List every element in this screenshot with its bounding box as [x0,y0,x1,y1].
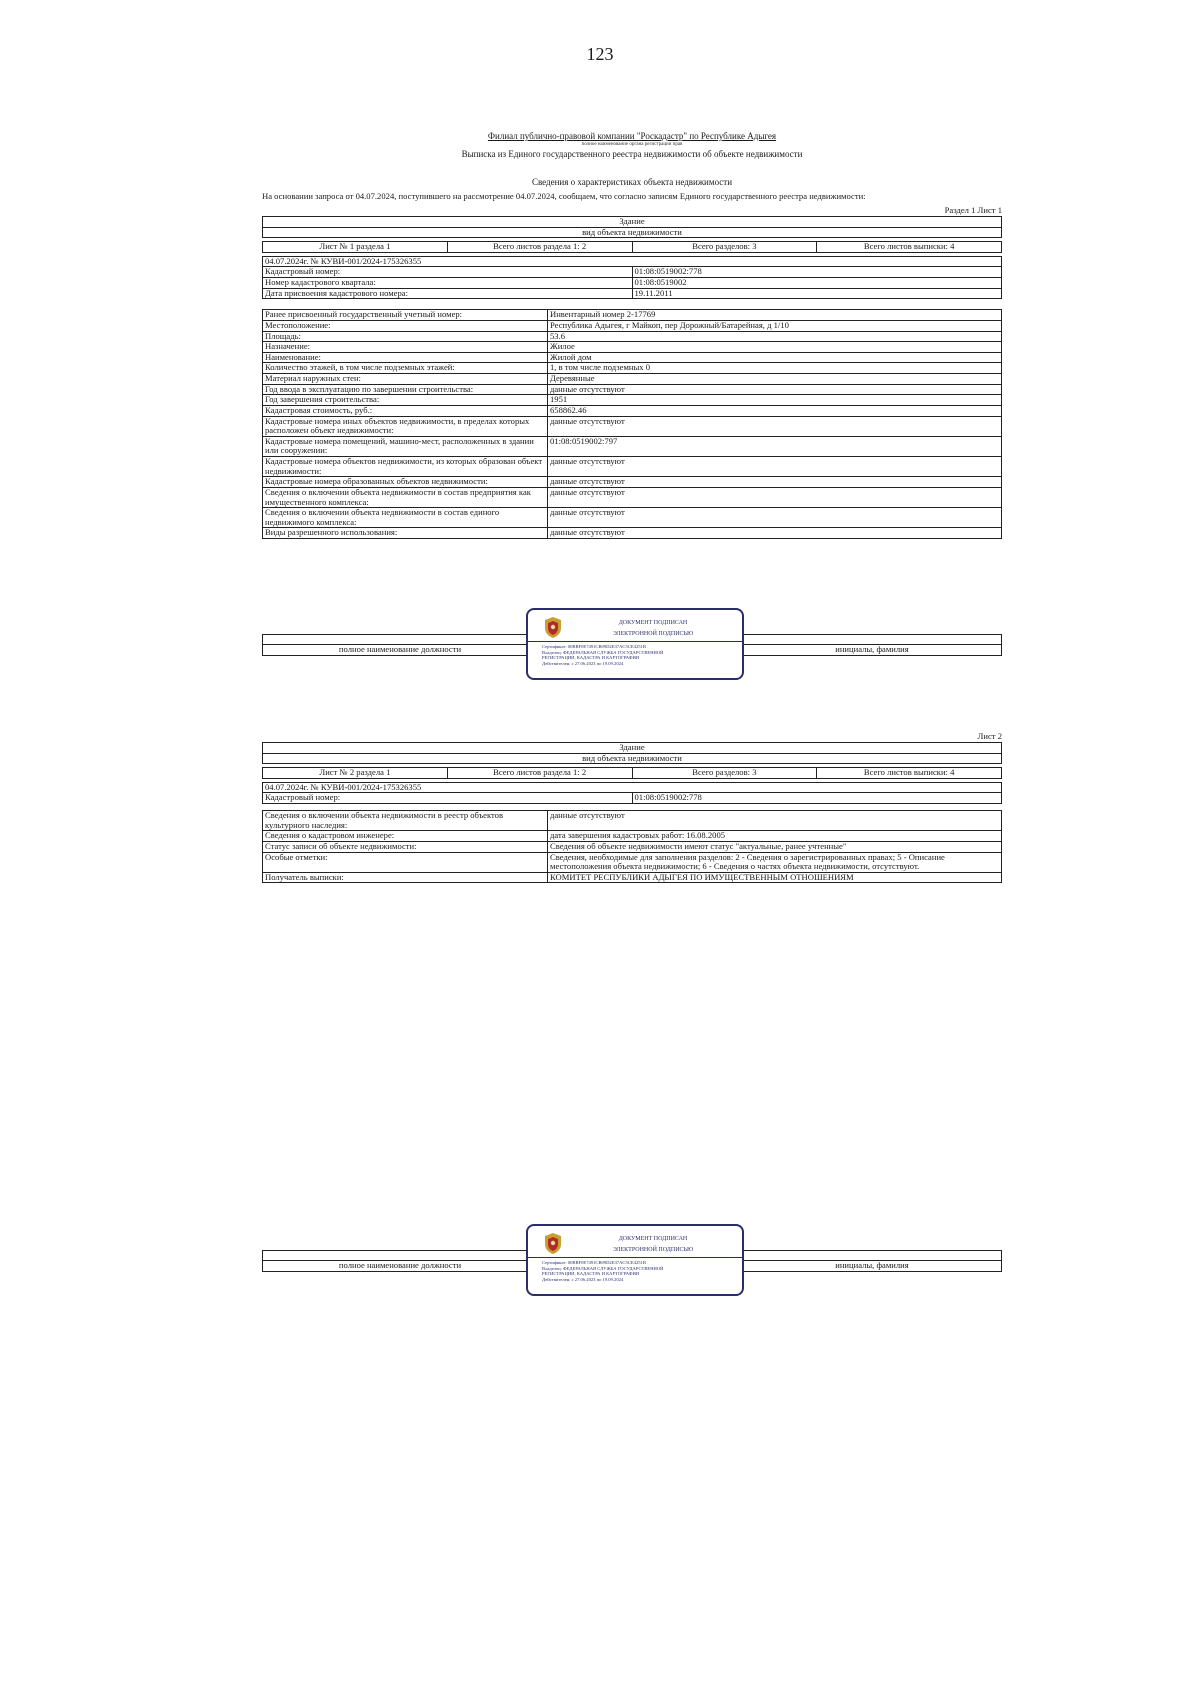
electronic-signature-stamp [526,1224,744,1296]
field-value: 01:08:0519002:778 [632,267,1002,278]
field-value: Деревянные [548,374,1002,385]
sheet-meta-table [262,767,1002,779]
table-row [263,528,1002,539]
sheet-meta-cell: Лист № 2 раздела 1 [263,768,448,779]
table-row [263,395,1002,406]
sheet-1-label: Раздел 1 Лист 1 [944,205,1002,215]
coat-of-arms-icon [542,615,564,639]
stamp-owner-2: РЕГИСТРАЦИИ, КАДАСТРА И КАРТОГРАФИИ [542,655,640,661]
table-row [263,384,1002,395]
field-label: Кадастровые номера помещений, машино-мест, расположенных в здании или сооружении: [263,436,548,456]
field-label: Сведения о включении объекта недвижимости в реестр объектов культурного наследия: [263,811,548,831]
identifiers-table [262,256,1002,300]
stamp-owner: Владелец: ФЕДЕРАЛЬНАЯ СЛУЖБА ГОСУДАРСТВЕННОЙ [542,649,664,655]
field-value: Сведения, необходимые для заполнения разделов: 2 - Сведения о зарегистрированных правах; 5 - Описание местоположения объекта недвижимости; 6 - Сведения о частях объекта недвижимости, отсутствуют. [548,852,1002,872]
table-row [263,457,1002,477]
field-label: Сведения о включении объекта недвижимости в состав единого недвижимого комплекса: [263,508,548,528]
stamp-validity: Действителен: с 27.06.2023 по 19.09.2024 [542,661,624,667]
table-row [263,374,1002,385]
name-caption: инициалы, фамилия [743,1261,1002,1272]
sheet-2 [262,732,1002,883]
field-label: Год завершения строительства: [263,395,548,406]
object-type: Здание [263,742,1002,753]
object-type-caption: вид объекта недвижимости [263,753,1002,764]
position-caption: полное наименование должности [263,645,538,656]
identifiers-table [262,782,1002,804]
field-label: Номер кадастрового квартала: [263,278,633,289]
request-number: 04.07.2024г. № КУВИ-001/2024-175326355 [263,256,1002,267]
stamp-title: ДОКУМЕНТ ПОДПИСАН [618,1236,688,1242]
field-label: Материал наружных стен: [263,374,548,385]
object-type-caption: вид объекта недвижимости [263,227,1002,238]
table-row [263,342,1002,353]
stamp-certificate: Сертификат: 00BBF0E7491CB09D2E37AC5CE4251B [542,1260,646,1265]
electronic-signature-stamp [526,608,744,680]
object-type-table [262,742,1002,764]
stamp-subtitle: ЭЛЕКТРОННОЙ ПОДПИСЬЮ [612,631,694,637]
sheet-meta-table [262,241,1002,253]
table-row [263,331,1002,342]
field-label: Назначение: [263,342,548,353]
field-value: КОМИТЕТ РЕСПУБЛИКИ АДЫГЕЯ ПО ИМУЩЕСТВЕННЫМ ОТНОШЕНИЯМ [548,872,1002,883]
field-label: Сведения о включении объекта недвижимости в состав предприятия как имущественного комплекса: [263,487,548,507]
field-label: Местоположение: [263,320,548,331]
field-value: дата завершения кадастровых работ: 16.08.2005 [548,831,1002,842]
field-value: 19.11.2011 [632,288,1002,299]
section-subtitle: Сведения о характеристиках объекта недвижимости [531,177,733,187]
coat-of-arms-icon [542,1231,564,1255]
stamp-owner-2: РЕГИСТРАЦИИ, КАДАСТРА И КАРТОГРАФИИ [542,1271,640,1277]
stamp-title: ДОКУМЕНТ ПОДПИСАН [618,620,688,626]
table-row [263,310,1002,321]
table-row [263,508,1002,528]
table-row [263,405,1002,416]
table-row [263,267,1002,278]
field-value: 1951 [548,395,1002,406]
table-row [263,288,1002,299]
request-number: 04.07.2024г. № КУВИ-001/2024-175326355 [263,782,1002,793]
field-value: данные отсутствуют [548,487,1002,507]
characteristics-table [262,309,1002,539]
field-label: Кадастровая стоимость, руб.: [263,405,548,416]
document-header [262,131,1002,201]
field-value: 53.6 [548,331,1002,342]
stamp-certificate: Сертификат: 00BBF0E7491CB09D2E37AC5CE4251B [542,644,646,649]
field-value: Сведения об объекте недвижимости имеют статус "актуальные, ранее учтенные" [548,841,1002,852]
sheet-meta-cell: Всего листов раздела 1: 2 [447,768,632,779]
field-label: Площадь: [263,331,548,342]
field-label: Год ввода в эксплуатацию по завершении строительства: [263,384,548,395]
stamp-owner: Владелец: ФЕДЕРАЛЬНАЯ СЛУЖБА ГОСУДАРСТВЕННОЙ [542,1265,664,1271]
field-label: Ранее присвоенный государственный учетный номер: [263,310,548,321]
field-label: Статус записи об объекте недвижимости: [263,841,548,852]
field-label: Кадастровые номера образованных объектов недвижимости: [263,477,548,488]
sheet-meta-cell: Всего листов выписки: 4 [817,768,1002,779]
field-value: данные отсутствуют [548,477,1002,488]
field-value: Жилой дом [548,352,1002,363]
field-label: Количество этажей, в том числе подземных этажей: [263,363,548,374]
table-row [263,352,1002,363]
field-value: 1, в том числе подземных 0 [548,363,1002,374]
field-label: Кадастровые номера объектов недвижимости, из которых образован объект недвижимости: [263,457,548,477]
object-type: Здание [263,216,1002,227]
position-caption: полное наименование должности [263,1261,538,1272]
page-number: 123 [586,44,614,64]
table-row [263,793,1002,804]
table-row [263,363,1002,374]
field-label: Кадастровый номер: [263,793,633,804]
organization-name: Филиал публично-правовой компании "Роскадастр" по Республике Адыгея [487,131,777,141]
stamp-divider [528,641,742,642]
field-label: Сведения о кадастровом инженере: [263,831,548,842]
sheet-meta-cell: Всего разделов: 3 [632,768,817,779]
table-row [263,436,1002,456]
field-value: 658862.46 [548,405,1002,416]
stamp-subtitle: ЭЛЕКТРОННОЙ ПОДПИСЬЮ [612,1247,694,1253]
field-label: Виды разрешенного использования: [263,528,548,539]
table-row [263,831,1002,842]
table-row [263,841,1002,852]
sheet-meta-cell: Всего разделов: 3 [632,242,817,253]
table-row [263,320,1002,331]
stamp-divider [528,1257,742,1258]
field-value: Инвентарный номер 2-17769 [548,310,1002,321]
field-value: данные отсутствуют [548,457,1002,477]
request-basis-text: На основании запроса от 04.07.2024, поступившего на рассмотрение 04.07.2024, сообщаем, что согласно записям Единого государственного реестра недвижимости: [262,191,866,201]
field-label: Кадастровый номер: [263,267,633,278]
table-row [263,278,1002,289]
object-type-table [262,216,1002,238]
field-value: Республика Адыгея, г Майкоп, пер Дорожный/Батарейная, д 1/10 [548,320,1002,331]
field-value: 01:08:0519002:797 [548,436,1002,456]
field-value: данные отсутствуют [548,384,1002,395]
field-value: данные отсутствуют [548,811,1002,831]
field-label: Наименование: [263,352,548,363]
stamp-details [542,644,664,667]
sheet-meta-cell: Всего листов раздела 1: 2 [447,242,632,253]
field-label: Дата присвоения кадастрового номера: [263,288,633,299]
name-caption: инициалы, фамилия [743,645,1002,656]
sheet-meta-cell: Всего листов выписки: 4 [817,242,1002,253]
stamp-validity: Действителен: с 27.06.2023 по 19.09.2024 [542,1277,624,1283]
extract-title: Выписка из Единого государственного реестра недвижимости об объекте недвижимости [461,149,803,159]
sheet-1 [262,206,1002,539]
field-value: 01:08:0519002 [632,278,1002,289]
field-label: Особые отметки: [263,852,548,872]
table-row [263,811,1002,831]
field-value: данные отсутствуют [548,528,1002,539]
field-label: Кадастровые номера иных объектов недвижимости, в пределах которых расположен объект недвижимости: [263,416,548,436]
table-row [263,487,1002,507]
characteristics-table-2 [262,810,1002,883]
sheet-2-label: Лист 2 [977,731,1002,741]
field-value: данные отсутствуют [548,416,1002,436]
field-label: Получатель выписки: [263,872,548,883]
table-row [263,416,1002,436]
stamp-details [542,1260,664,1283]
field-value: 01:08:0519002:778 [632,793,1002,804]
table-row [263,477,1002,488]
table-row [263,852,1002,872]
field-value: данные отсутствуют [548,508,1002,528]
table-row [263,872,1002,883]
sheet-meta-cell: Лист № 1 раздела 1 [263,242,448,253]
organization-caption: полное наименование органа регистрации прав [581,142,683,147]
field-value: Жилое [548,342,1002,353]
